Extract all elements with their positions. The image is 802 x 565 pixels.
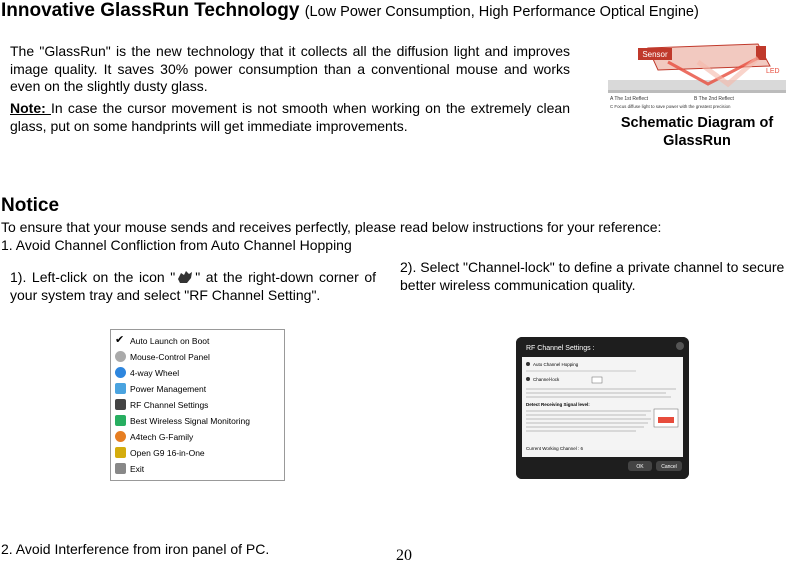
legend-a: A The 1st Reflect xyxy=(610,96,648,102)
cancel-label: Cancel xyxy=(661,464,677,470)
menu-item[interactable]: A4tech G-Family xyxy=(115,429,193,444)
step-1-text xyxy=(10,269,376,304)
a4tech-icon xyxy=(115,431,126,442)
mouse-icon xyxy=(115,351,126,362)
step-1-pre: 1). Left-click on the icon " xyxy=(10,269,176,285)
dialog-body xyxy=(522,357,683,457)
section-label: Detect Receiving Signal level: xyxy=(526,402,590,407)
menu-item[interactable]: 4-way Wheel xyxy=(115,365,179,380)
signal-icon xyxy=(115,415,126,426)
glass-edge xyxy=(608,90,786,93)
g9-icon xyxy=(115,447,126,458)
menu-item[interactable]: RF Channel Settings xyxy=(115,397,208,412)
glass-surface xyxy=(608,80,786,90)
legend-c: C Focus diffuse light to save power with the greatest precision xyxy=(610,104,731,109)
schematic-diagram xyxy=(608,40,786,112)
battery-icon xyxy=(115,383,126,394)
auto-option: Auto Channel Hopping xyxy=(533,362,579,367)
sensor-label: Sensor xyxy=(642,50,668,59)
rf-icon xyxy=(115,399,126,410)
menu-item[interactable]: ✔ Auto Launch on Boot xyxy=(115,334,210,346)
notice-text: To ensure that your mouse sends and receives perfectly, please read below instructions for your reference: xyxy=(1,219,662,235)
tray-menu-screenshot xyxy=(110,329,285,481)
channel-select xyxy=(592,377,602,383)
led-label: LED xyxy=(766,68,780,75)
tray-icon xyxy=(175,269,195,285)
close-icon xyxy=(676,342,684,350)
wheel-icon xyxy=(115,367,126,378)
schematic-caption: Schematic Diagram of GlassRun xyxy=(620,115,774,149)
page-title xyxy=(1,1,699,22)
rf-settings-dialog-screenshot xyxy=(516,337,689,479)
note-label: Note: xyxy=(10,100,51,116)
checkmark-icon: ✔ xyxy=(115,334,125,346)
note-paragraph xyxy=(10,100,570,135)
title-subtitle: (Low Power Consumption, High Performance Optical Engine) xyxy=(304,4,699,20)
step-1-post: " at the right-down corner of your system tray and select "RF Channel Setting". xyxy=(10,269,376,303)
menu-item[interactable]: Power Management xyxy=(115,381,206,396)
lock-radio xyxy=(526,377,530,381)
note-text: In case the cursor movement is not smooth when working on the extremely clean glass, put on some handprints will get immediate improvements. xyxy=(10,100,570,134)
exit-icon xyxy=(115,463,126,474)
dialog-title: RF Channel Settings : xyxy=(526,345,595,352)
menu-item[interactable]: Open G9 16-in-One xyxy=(115,445,205,460)
intro-paragraph: The "GlassRun" is the new technology that it collects all the diffusion light and improves image quality. It saves 30% power consumption than a conventional mouse and works even on the slightly dusty glass. xyxy=(10,43,570,94)
item-2-heading: 2. Avoid Interference from iron panel of PC. xyxy=(1,541,270,557)
ok-label: OK xyxy=(636,464,644,470)
legend-b: B The 2nd Reflect xyxy=(694,96,734,102)
step-2-text: 2). Select "Channel-lock" to define a private channel to secure better wireless communication quality. xyxy=(400,259,785,293)
item-1-heading: 1. Avoid Channel Confliction from Auto Channel Hopping xyxy=(1,237,352,253)
menu-item[interactable]: Exit xyxy=(115,461,144,476)
page-number: 20 xyxy=(396,547,412,564)
current-channel: Current Working Channel : 6 xyxy=(526,446,583,451)
notice-heading: Notice xyxy=(1,195,60,216)
menu-item[interactable]: Best Wireless Signal Monitoring xyxy=(115,413,250,428)
auto-radio xyxy=(526,362,530,366)
lock-option: Channel-lock xyxy=(533,377,560,382)
title-main: Innovative GlassRun Technology xyxy=(1,0,300,21)
menu-item[interactable]: Mouse-Control Panel xyxy=(115,349,210,364)
